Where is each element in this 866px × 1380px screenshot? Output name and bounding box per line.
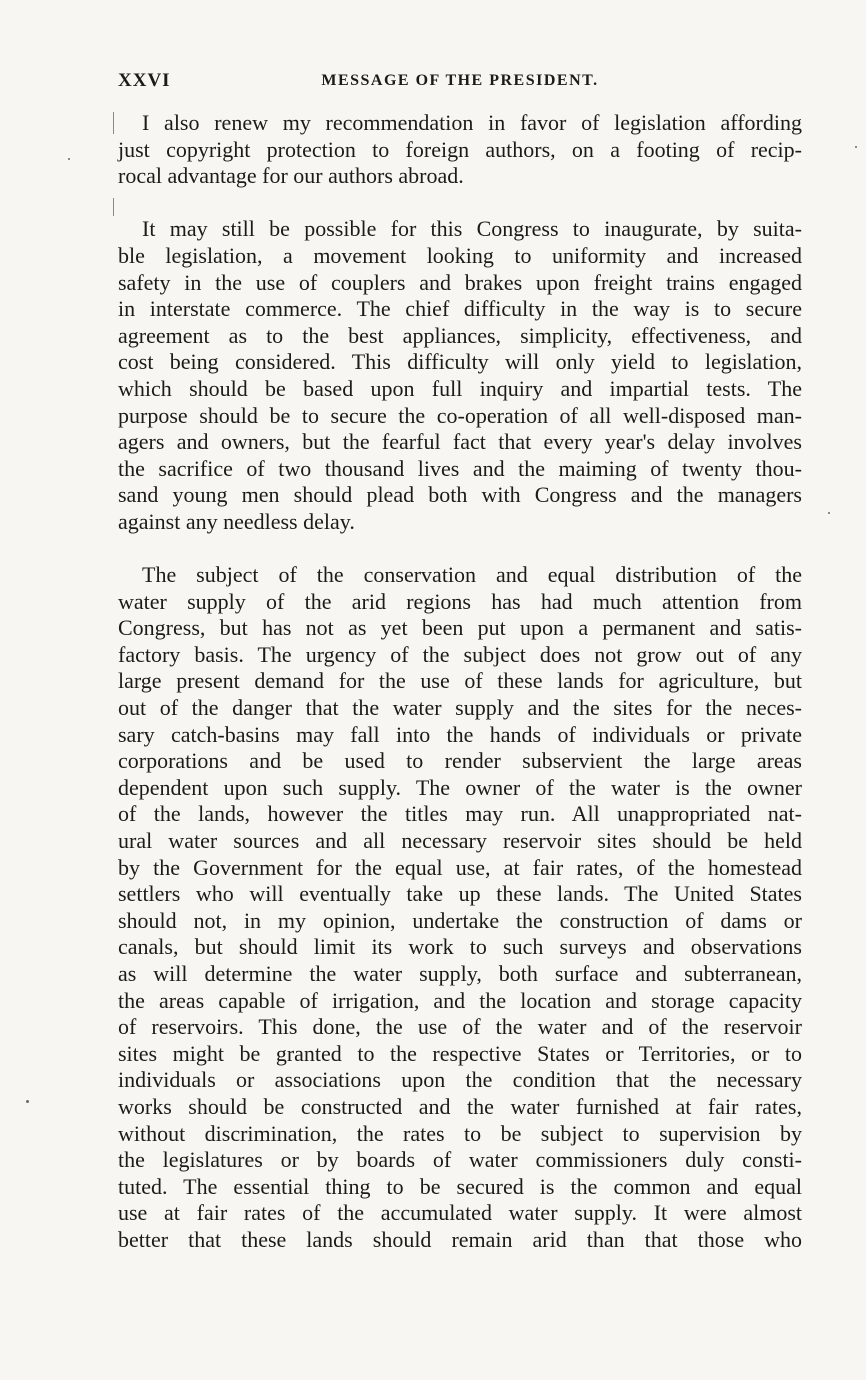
text-line: the legislatures or by boards of water commissioners duly consti- [118,1147,802,1173]
text-line: out of the danger that the water supply and the sites for the neces- [118,695,802,721]
text-line: settlers who will eventually take up these lands. The United States [118,881,802,907]
text-line: large present demand for the use of these lands for agriculture, but [118,668,802,694]
scan-speck [26,1100,29,1103]
text-line: safety in the use of couplers and brakes upon freight trains engaged [118,269,802,295]
text-line: which should be based upon full inquiry and impartial tests. The [118,375,802,401]
text-line: sites might be granted to the respective States or Territories, or to [118,1040,802,1066]
text-line: The subject of the conservation and equal distribution of the [142,562,802,588]
text-line: cost being considered. This difficulty will only yield to legislation, [118,349,802,375]
scan-speck [68,158,70,160]
text-line: agreement as to the best appliances, simplicity, effectiveness, and [118,322,802,348]
text-line: the areas capable of irrigation, and the location and storage capacity [118,987,802,1013]
running-title: MESSAGE OF THE PRESIDENT. [321,72,599,89]
text-line: just copyright protection to foreign authors, on a footing of recip- [118,136,802,162]
running-head [118,70,802,96]
text-line: of the lands, however the titles may run. All unappropriated nat- [118,801,802,827]
text-line: dependent upon such supply. The owner of the water is the owner [118,774,802,800]
text-line: water supply of the arid regions has had much attention from [118,588,802,614]
text-line: tuted. The essential thing to be secured is the common and equal [118,1173,802,1199]
text-line: sand young men should plead both with Congress and the managers [118,482,802,508]
text-line: ural water sources and all necessary reservoir sites should be held [118,828,802,854]
body-text [118,110,802,1280]
text-line: by the Government for the equal use, at fair rates, of the homestead [118,854,802,880]
text-line: It may still be possible for this Congress to inaugurate, by suita- [142,216,802,242]
text-line: rocal advantage for our authors abroad. [118,163,464,189]
text-line: use at fair rates of the accumulated water supply. It were almost [118,1200,802,1226]
text-line: I also renew my recommendation in favor of legislation affording [142,110,802,135]
page-number: XXVI [118,70,171,91]
scan-mark [113,112,114,134]
text-line: canals, but should limit its work to such surveys and observations [118,934,802,960]
paragraph [118,110,802,190]
text-line: in interstate commerce. The chief difficulty in the way is to secure [118,296,802,322]
scan-mark [113,198,114,216]
scan-speck [828,512,830,514]
paragraph [118,562,802,1253]
text-line: the sacrifice of two thousand lives and the maiming of twenty thou- [118,455,802,481]
text-line: factory basis. The urgency of the subject does not grow out of any [118,641,802,667]
text-line: as will determine the water supply, both surface and subterranean, [118,961,802,986]
text-line: ble legislation, a movement looking to uniformity and increased [118,242,802,268]
text-line: purpose should be to secure the co-operation of all well-disposed man- [118,402,802,428]
text-line: works should be constructed and the water furnished at fair rates, [118,1093,802,1119]
paragraph [118,216,802,535]
text-line: without discrimination, the rates to be subject to supervision by [118,1120,802,1146]
scan-speck [855,146,857,148]
text-line: Congress, but has not as yet been put upon a permanent and satis- [118,615,802,641]
text-line: sary catch-basins may fall into the hands of individuals or private [118,721,802,747]
text-line: corporations and be used to render subservient the large areas [118,748,802,774]
text-line: agers and owners, but the fearful fact that every year's delay involves [118,429,802,455]
text-line: better that these lands should remain arid than that those who [118,1226,802,1252]
text-line: individuals or associations upon the condition that the necessary [118,1067,802,1093]
text-line: should not, in my opinion, undertake the construction of dams or [118,907,802,933]
text-line: of reservoirs. This done, the use of the water and of the reservoir [118,1014,802,1040]
text-line: against any needless delay. [118,508,355,534]
